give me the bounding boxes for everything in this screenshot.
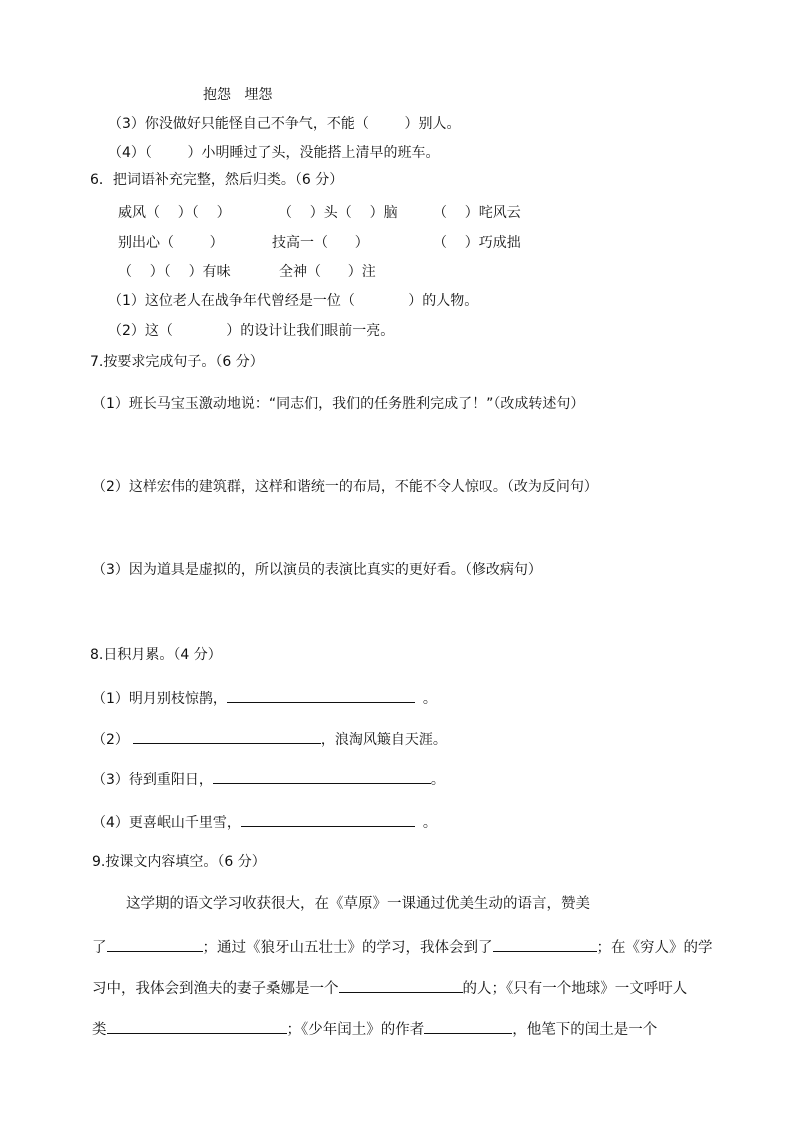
q9-text: ，他笔下的闰土是一个 xyxy=(512,1022,658,1038)
answer-blank[interactable] xyxy=(339,977,463,993)
answer-blank[interactable] xyxy=(133,728,321,744)
q8-line-3-prefix: （3）待到重阳日， xyxy=(92,772,213,788)
q5-sentence-4: （4）（ ）小明睡过了头，没能搭上清早的班车。 xyxy=(108,145,440,161)
q6-sentence-2: （2）这（ ）的设计让我们眼前一亮。 xyxy=(108,323,395,339)
answer-blank[interactable] xyxy=(493,936,597,952)
q9-paragraph-line-1: 这学期的语文学习收获很大，在《草原》一课通过优美生动的语言，赞美 xyxy=(126,896,590,912)
answer-blank[interactable] xyxy=(241,811,415,827)
q9-paragraph-line-3 xyxy=(92,977,687,999)
q8-line-1-prefix: （1）明月别枝惊鹊， xyxy=(92,691,227,707)
q8-line-4 xyxy=(92,811,437,833)
q6-word-2: （ ）头（ ）脑 xyxy=(278,205,398,221)
q9-text: 了 xyxy=(92,940,107,956)
q9-title: 9.按课文内容填空。（6 分） xyxy=(92,854,266,870)
q7-sentence-3: （3）因为道具是虚拟的，所以演员的表演比真实的更好看。（修改病句） xyxy=(92,562,542,578)
q6-sentence-1: （1）这位老人在战争年代曾经是一位（ ）的人物。 xyxy=(108,293,479,309)
q8-title: 8.日积月累。（4 分） xyxy=(90,647,222,663)
q9-text: ；《少年闰土》的作者 xyxy=(286,1022,425,1038)
answer-blank[interactable] xyxy=(227,687,415,703)
q8-line-4-prefix: （4）更喜岷山千里雪， xyxy=(92,815,241,831)
answer-blank[interactable] xyxy=(107,936,203,952)
q6-word-5: 技高一（ ） xyxy=(272,235,369,251)
answer-blank[interactable] xyxy=(213,768,431,784)
q5-sentence-3: （3）你没做好只能怪自己不争气，不能（ ）别人。 xyxy=(108,116,461,132)
q9-text: ；通过《狼牙山五壮士》的学习，我体会到了 xyxy=(202,940,493,956)
q7-sentence-1: （1）班长马宝玉激动地说：“同志们，我们的任务胜利完成了！”（改成转述句） xyxy=(92,396,585,412)
q8-line-1-suffix: 。 xyxy=(422,691,437,707)
q6-word-8: 全神（ ）注 xyxy=(279,264,376,280)
q8-line-2-prefix: （2） xyxy=(92,732,129,748)
q9-text: ；在《穷人》的学 xyxy=(596,940,713,956)
q6-word-3: （ ）咤风云 xyxy=(433,205,521,221)
q8-line-4-suffix: 。 xyxy=(422,815,437,831)
q6-word-1: 威风（ ）（ ） xyxy=(118,205,231,221)
q8-line-2-suffix: ，浪淘风簸自天涯。 xyxy=(320,732,447,748)
q9-text: 习中，我体会到渔夫的妻子桑娜是一个 xyxy=(92,981,339,997)
answer-blank[interactable] xyxy=(424,1018,512,1034)
answer-blank[interactable] xyxy=(107,1018,287,1034)
word-choices: 抱怨 埋怨 xyxy=(203,87,273,103)
q9-text: 的人；《只有一个地球》一文呼吁人 xyxy=(462,981,688,997)
q9-text: 类 xyxy=(92,1022,107,1038)
q6-title: 6．把词语补充完整，然后归类。（6 分） xyxy=(90,172,344,188)
q6-word-4: 别出心（ ） xyxy=(118,235,224,251)
q8-line-3-suffix: 。 xyxy=(430,772,445,788)
q6-word-7: （ ）（ ）有味 xyxy=(118,264,231,280)
q7-sentence-2: （2）这样宏伟的建筑群，这样和谐统一的布局，不能不令人惊叹。（改为反问句） xyxy=(92,479,598,495)
q6-word-6: （ ）巧成拙 xyxy=(433,235,521,251)
q9-paragraph-line-4 xyxy=(92,1018,657,1040)
q8-line-2 xyxy=(92,728,447,750)
q7-title: 7.按要求完成句子。（6 分） xyxy=(90,354,264,370)
q9-paragraph-line-2 xyxy=(92,936,713,958)
q8-line-1 xyxy=(92,687,437,709)
q8-line-3 xyxy=(92,768,445,790)
